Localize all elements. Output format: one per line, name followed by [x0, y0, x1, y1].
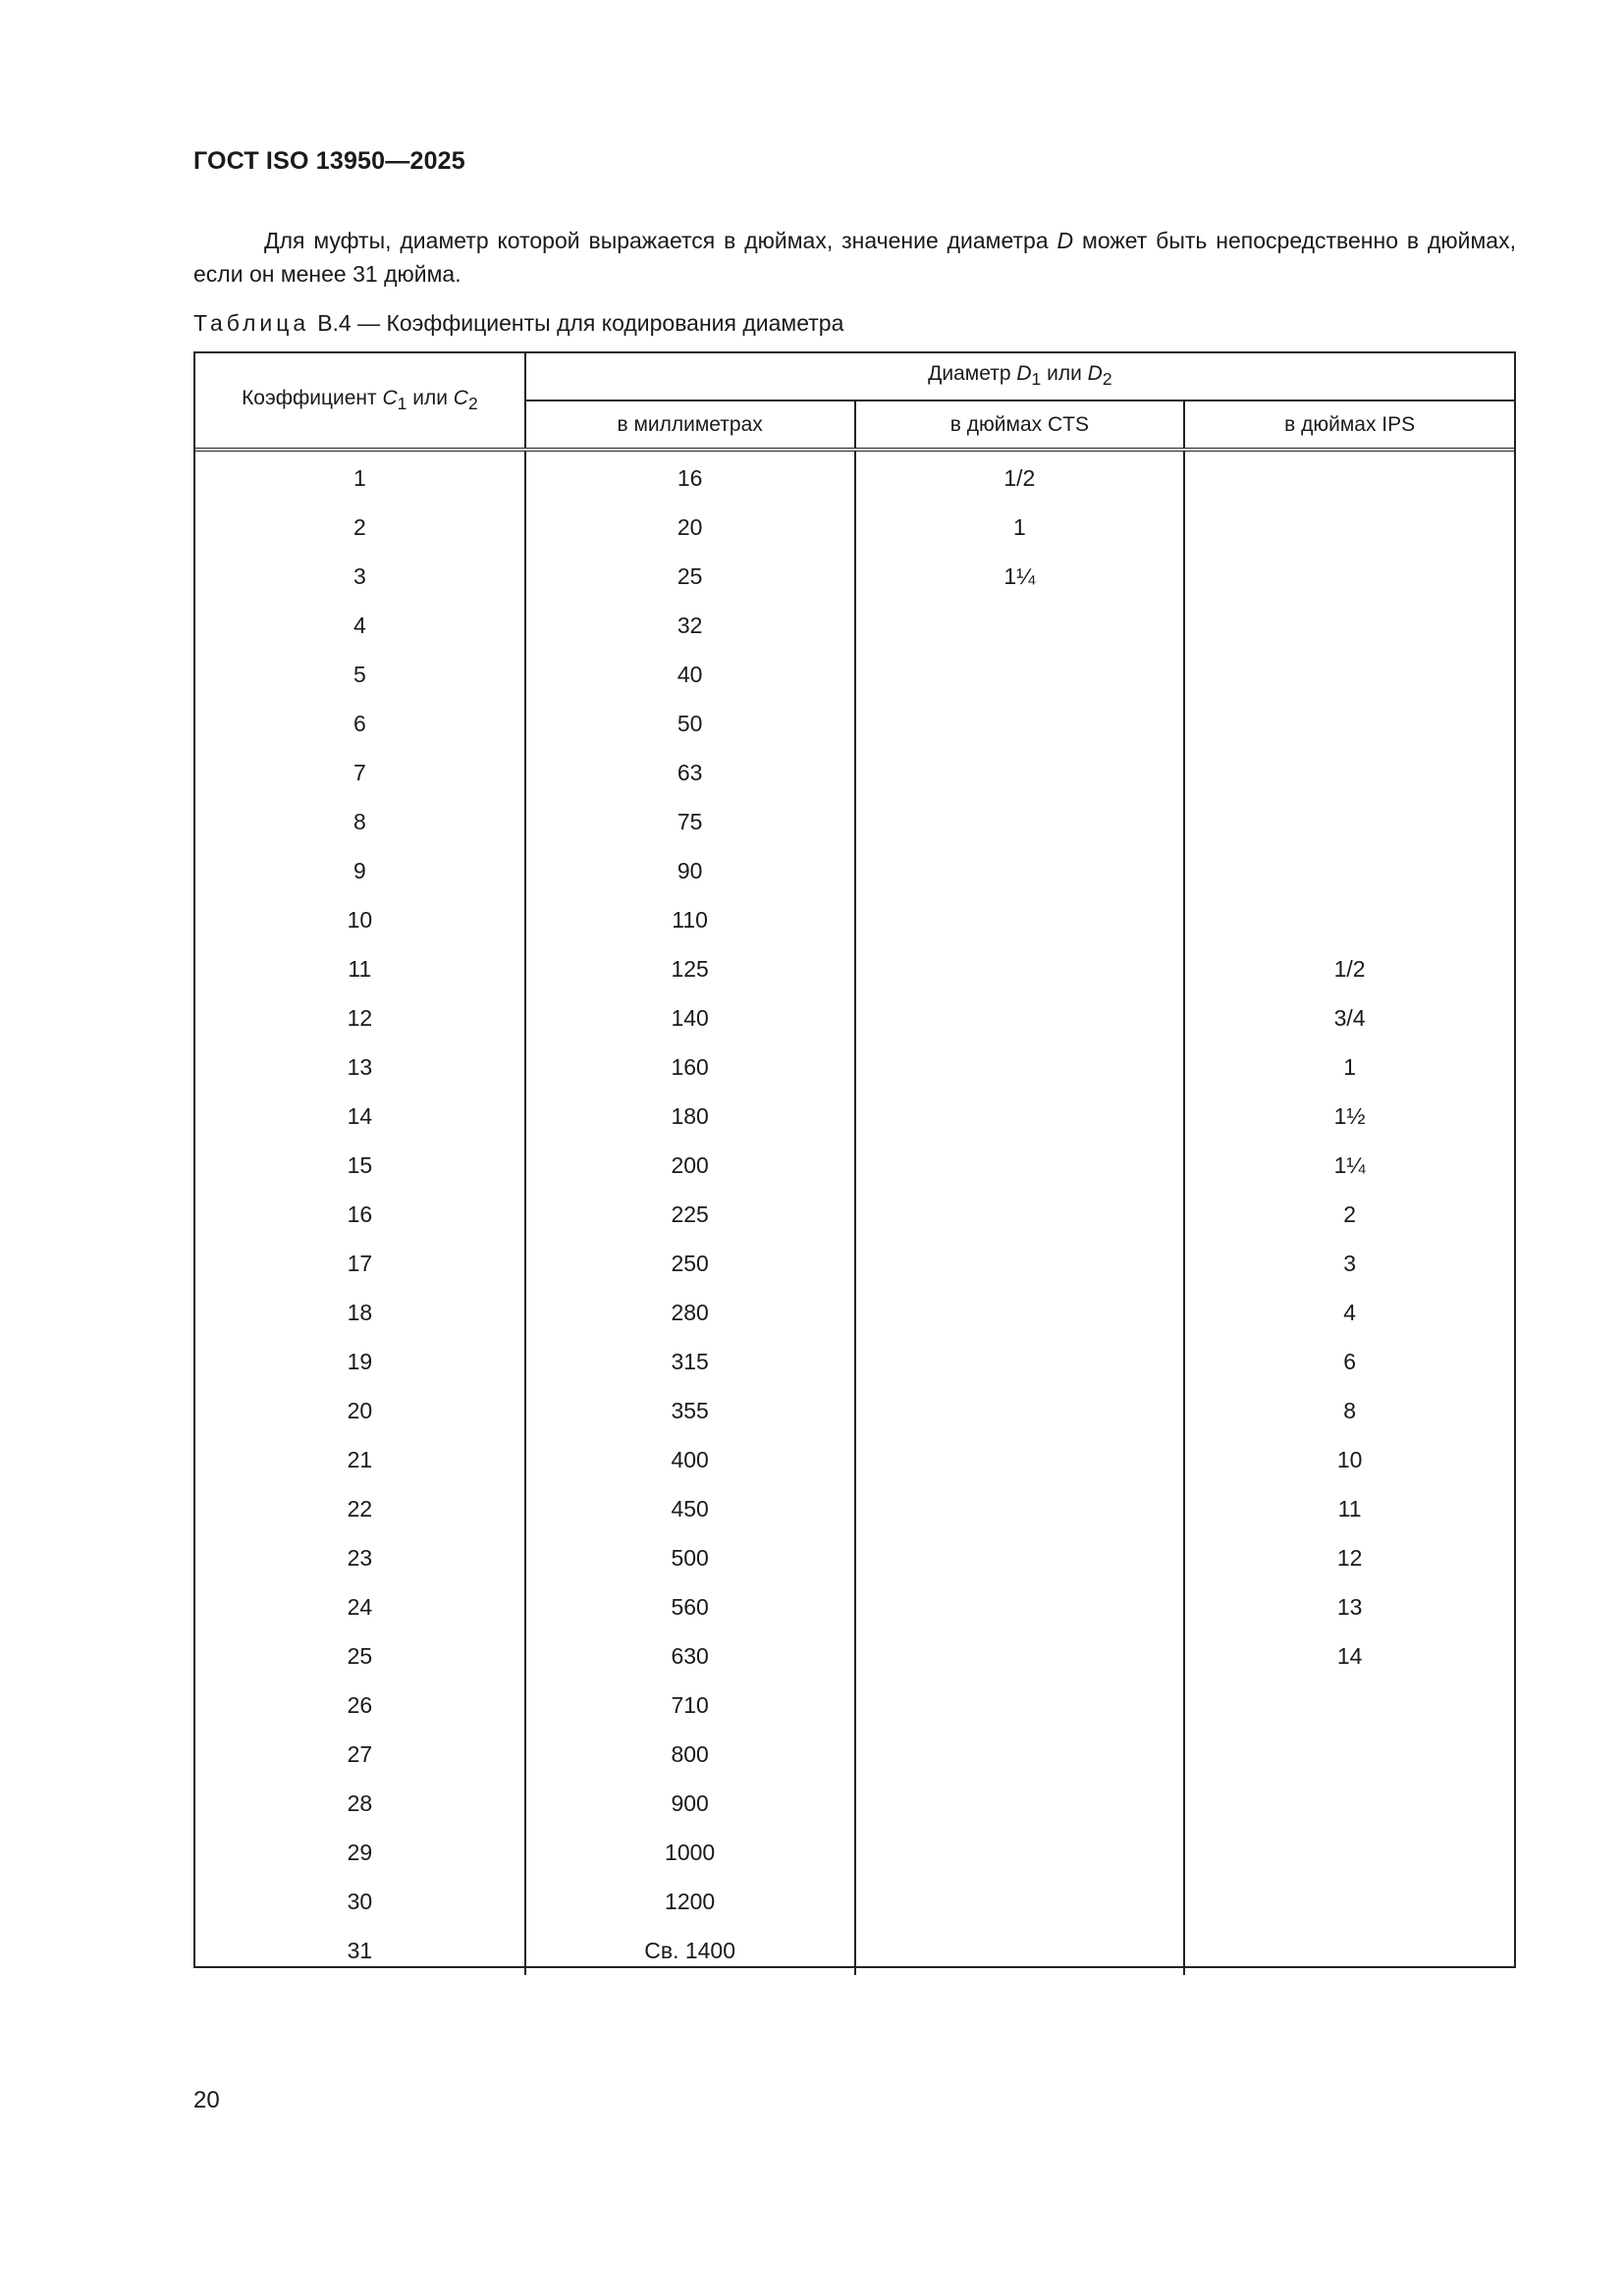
cell-cts: [855, 1582, 1185, 1631]
cell-coefficient: 11: [195, 944, 525, 993]
cell-mm: 560: [525, 1582, 855, 1631]
cell-ips: [1184, 699, 1514, 748]
table-row: [195, 503, 1514, 552]
caption-prefix: Таблица: [193, 310, 310, 336]
cell-coefficient: 21: [195, 1435, 525, 1484]
cell-ips: 13: [1336, 1593, 1363, 1620]
cell-coefficient: 18: [195, 1288, 525, 1337]
cell-ips: 8: [1343, 1397, 1357, 1423]
table-row: [195, 1681, 1514, 1730]
table-row: [195, 1484, 1514, 1533]
cell-coefficient: 27: [195, 1730, 525, 1779]
cell-cts: [855, 1288, 1185, 1337]
table-caption: [193, 310, 843, 337]
cell-ips: 6: [1343, 1348, 1357, 1374]
table-row: [195, 650, 1514, 699]
table-row: [195, 797, 1514, 846]
table-row: [195, 1877, 1514, 1926]
cell-coefficient: 5: [195, 650, 525, 699]
cell-mm: 250: [525, 1239, 855, 1288]
cell-coefficient: 19: [195, 1337, 525, 1386]
cell-cts: [855, 846, 1185, 895]
cell-coefficient: 8: [195, 797, 525, 846]
document-header: ГОСТ ISO 13950—2025: [193, 147, 465, 175]
cell-ips: 12: [1336, 1544, 1363, 1571]
cell-coefficient: 30: [195, 1877, 525, 1926]
cell-cts: [855, 650, 1185, 699]
page-number: 20: [193, 2087, 220, 2113]
cell-mm: 800: [525, 1730, 855, 1779]
cell-mm: 160: [525, 1042, 855, 1092]
cell-ips: 14: [1336, 1642, 1363, 1669]
cell-cts: [855, 1681, 1185, 1730]
cell-ips: [1184, 552, 1514, 601]
table-row: [195, 1631, 1514, 1681]
cell-cts: [855, 1730, 1185, 1779]
cell-ips: [1184, 1779, 1514, 1828]
table-row: [195, 1435, 1514, 1484]
cell-mm: 20: [525, 503, 855, 552]
intro-paragraph: [193, 224, 1516, 291]
cell-ips: [1184, 1926, 1514, 1975]
header-diameter: Диаметр $D_1$ или $D_2$: [525, 353, 1514, 400]
cell-mm: 90: [525, 846, 855, 895]
cell-cts: 1: [855, 503, 1185, 552]
cell-ips: 3: [1343, 1250, 1357, 1276]
cell-ips: 2: [1343, 1201, 1357, 1227]
cell-coefficient: 12: [195, 993, 525, 1042]
cell-cts: [855, 1435, 1185, 1484]
table-row: [195, 1239, 1514, 1288]
caption-text: В.4 — Коэффициенты для кодирования диаметра: [317, 310, 844, 336]
table-row: [195, 699, 1514, 748]
cell-cts: [855, 993, 1185, 1042]
cell-coefficient: 10: [195, 895, 525, 944]
cell-coefficient: 1: [195, 450, 525, 503]
cell-mm: 110: [525, 895, 855, 944]
table-row: [195, 1582, 1514, 1631]
cell-mm: 75: [525, 797, 855, 846]
cell-coefficient: 15: [195, 1141, 525, 1190]
cell-mm: 180: [525, 1092, 855, 1141]
cell-coefficient: 25: [195, 1631, 525, 1681]
cell-coefficient: 4: [195, 601, 525, 650]
cell-ips: [1184, 797, 1514, 846]
cell-cts: [855, 1190, 1185, 1239]
cell-cts: [855, 1828, 1185, 1877]
cell-ips: 1½: [1333, 1102, 1366, 1129]
cell-ips: 4: [1343, 1299, 1357, 1325]
cell-ips: [1184, 748, 1514, 797]
cell-cts: 1¼: [855, 552, 1185, 601]
table-row: [195, 1533, 1514, 1582]
cell-cts: [855, 1141, 1185, 1190]
cell-mm: 63: [525, 748, 855, 797]
cell-cts: [855, 748, 1185, 797]
cell-ips: [1184, 450, 1514, 503]
table-grid: [195, 353, 1514, 1975]
table-row: [195, 601, 1514, 650]
table-row: [195, 748, 1514, 797]
table-row: [195, 1190, 1514, 1239]
cell-coefficient: 3: [195, 552, 525, 601]
cell-ips: 3/4: [1333, 1004, 1366, 1031]
diameter-coefficient-table: [193, 351, 1516, 1968]
table-row: [195, 1386, 1514, 1435]
cell-coefficient: 13: [195, 1042, 525, 1092]
cell-coefficient: 2: [195, 503, 525, 552]
cell-coefficient: 26: [195, 1681, 525, 1730]
cell-mm: 710: [525, 1681, 855, 1730]
table-row: [195, 846, 1514, 895]
cell-coefficient: 24: [195, 1582, 525, 1631]
cell-mm: 500: [525, 1533, 855, 1582]
table-row: [195, 450, 1514, 503]
table-body: [195, 450, 1514, 1975]
header-mm: в миллиметрах: [525, 400, 855, 450]
cell-cts: [855, 1533, 1185, 1582]
cell-cts: [855, 1042, 1185, 1092]
cell-cts: [855, 797, 1185, 846]
table-row: [195, 1779, 1514, 1828]
cell-mm: 50: [525, 699, 855, 748]
cell-coefficient: 20: [195, 1386, 525, 1435]
cell-cts: [855, 1926, 1185, 1975]
cell-ips: [1184, 650, 1514, 699]
cell-coefficient: 14: [195, 1092, 525, 1141]
table-row: [195, 1288, 1514, 1337]
cell-cts: [855, 1337, 1185, 1386]
table-row: [195, 1926, 1514, 1975]
cell-coefficient: 22: [195, 1484, 525, 1533]
cell-cts: [855, 1779, 1185, 1828]
table-row: [195, 1042, 1514, 1092]
table-row: [195, 1092, 1514, 1141]
cell-mm: 16: [525, 450, 855, 503]
cell-cts: [855, 895, 1185, 944]
cell-coefficient: 17: [195, 1239, 525, 1288]
table-row: [195, 1730, 1514, 1779]
cell-cts: [855, 1092, 1185, 1141]
cell-mm: 900: [525, 1779, 855, 1828]
cell-cts: [855, 1484, 1185, 1533]
cell-ips: [1184, 601, 1514, 650]
cell-ips: [1184, 895, 1514, 944]
cell-coefficient: 31: [195, 1926, 525, 1975]
cell-mm: 400: [525, 1435, 855, 1484]
cell-coefficient: 28: [195, 1779, 525, 1828]
cell-cts: [855, 1631, 1185, 1681]
cell-ips: 11: [1337, 1495, 1362, 1522]
cell-cts: [855, 1877, 1185, 1926]
cell-cts: [855, 601, 1185, 650]
table-row: [195, 1828, 1514, 1877]
cell-ips: [1184, 1730, 1514, 1779]
table-row: [195, 944, 1514, 993]
cell-cts: 1/2: [855, 450, 1185, 503]
table-row: [195, 1141, 1514, 1190]
table-row: [195, 1337, 1514, 1386]
cell-ips: 1¼: [1333, 1151, 1366, 1178]
cell-ips: [1184, 846, 1514, 895]
cell-mm: 355: [525, 1386, 855, 1435]
cell-mm: 630: [525, 1631, 855, 1681]
table-row: [195, 895, 1514, 944]
table-row: [195, 993, 1514, 1042]
intro-text: Для муфты, диаметр которой выражается в дюймах, значение диаметра D может быть непосредственно в дюймах, если он менее 31 дюйма.: [193, 228, 1516, 287]
cell-mm: 32: [525, 601, 855, 650]
cell-mm: 25: [525, 552, 855, 601]
cell-mm: 40: [525, 650, 855, 699]
header-coefficient: Коэффициент $C_1$ или $C_2$: [195, 353, 525, 450]
cell-mm: 1200: [525, 1877, 855, 1926]
cell-cts: [855, 1386, 1185, 1435]
cell-coefficient: 7: [195, 748, 525, 797]
cell-mm: 280: [525, 1288, 855, 1337]
cell-cts: [855, 944, 1185, 993]
cell-cts: [855, 699, 1185, 748]
cell-mm: 315: [525, 1337, 855, 1386]
cell-coefficient: 16: [195, 1190, 525, 1239]
cell-ips: 10: [1336, 1446, 1363, 1472]
cell-mm: 125: [525, 944, 855, 993]
cell-coefficient: 9: [195, 846, 525, 895]
cell-ips: 1/2: [1333, 955, 1366, 982]
header-ips: в дюймах IPS: [1184, 400, 1514, 450]
cell-cts: [855, 1239, 1185, 1288]
cell-mm: Св. 1400: [525, 1926, 855, 1975]
cell-coefficient: 23: [195, 1533, 525, 1582]
cell-ips: [1184, 1681, 1514, 1730]
cell-mm: 450: [525, 1484, 855, 1533]
cell-mm: 1000: [525, 1828, 855, 1877]
cell-ips: 1: [1343, 1053, 1357, 1080]
cell-mm: 225: [525, 1190, 855, 1239]
cell-coefficient: 29: [195, 1828, 525, 1877]
cell-ips: [1184, 503, 1514, 552]
cell-ips: [1184, 1828, 1514, 1877]
cell-coefficient: 6: [195, 699, 525, 748]
header-cts: в дюймах CTS: [855, 400, 1185, 450]
table-row: [195, 552, 1514, 601]
cell-mm: 140: [525, 993, 855, 1042]
cell-mm: 200: [525, 1141, 855, 1190]
cell-ips: [1184, 1877, 1514, 1926]
